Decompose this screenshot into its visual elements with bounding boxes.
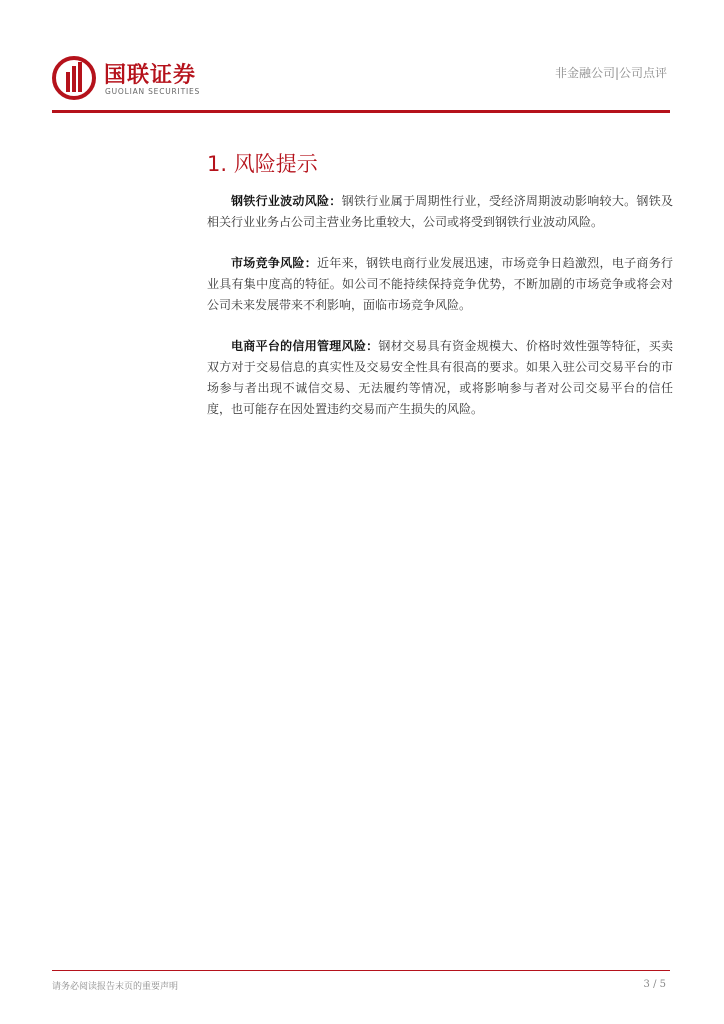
risk-item-steel-industry xyxy=(207,191,673,233)
risk-text: 近年来，钢铁电商行业发展迅速，市场竞争日趋激烈，电子商务行业具有集中度高的特征。如公司不能持续保持竞争优势，不断加剧的市场竞争或将会对公司未来发展带来不利影响，面临市场竞争风险。 xyxy=(207,256,673,312)
header-divider xyxy=(52,110,670,113)
risk-item-market-competition xyxy=(207,253,673,316)
footer-disclaimer: 请务必阅读报告末页的重要声明 xyxy=(52,982,179,992)
risk-text: 钢材交易具有资金规模大、价格时效性强等特征，买卖双方对于交易信息的真实性及交易安全性具有很高的要求。如果入驻公司交易平台的市场参与者出现不诚信交易、无法履约等情况，或将影响参与者对公司交易平台的信任度，也可能存在因处置违约交易而产生损失的风险。 xyxy=(207,339,673,416)
page-header xyxy=(0,0,724,115)
brand-name: 国联证券 xyxy=(104,63,197,88)
risk-label: 钢铁行业波动风险： xyxy=(231,194,342,208)
risk-text: 钢铁行业属于周期性行业，受经济周期波动影响较大。钢铁及相关行业业务占公司主营业务比重较大，公司或将受到钢铁行业波动风险。 xyxy=(207,194,673,229)
risk-label: 市场竞争风险： xyxy=(231,256,317,270)
footer-divider xyxy=(52,970,670,971)
guolian-logo-icon xyxy=(52,56,96,100)
brand-name-english: GUOLIAN SECURITIES xyxy=(105,87,201,96)
risk-item-credit-management xyxy=(207,336,673,420)
section-title: 1. 风险提示 xyxy=(207,152,318,176)
risk-label: 电商平台的信用管理风险： xyxy=(231,339,379,353)
page-number: 3 / 5 xyxy=(643,979,666,990)
risk-list xyxy=(207,191,673,440)
document-type: 非金融公司|公司点评 xyxy=(554,66,667,80)
